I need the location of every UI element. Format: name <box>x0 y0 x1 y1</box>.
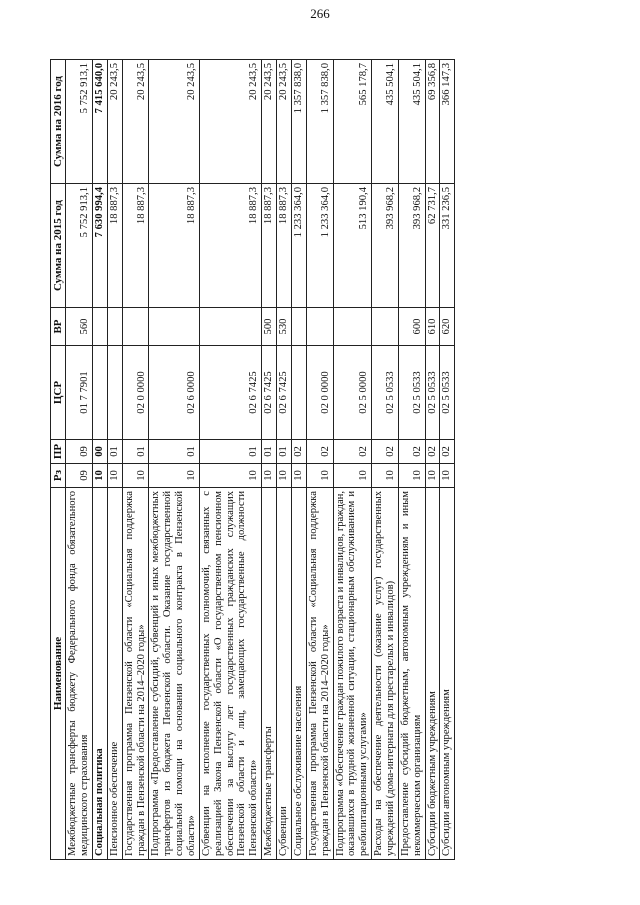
cell-vr: 620 <box>440 308 455 346</box>
cell-pr: 00 <box>93 440 108 464</box>
cell-sum-2015: 1 233 364,0 <box>291 184 306 308</box>
table-row <box>107 60 122 860</box>
cell-sum-2015: 331 236,5 <box>440 184 455 308</box>
cell-vr <box>333 308 372 346</box>
cell-sum-2016: 20 243,5 <box>107 60 122 184</box>
cell-csr <box>93 346 108 440</box>
table-row <box>66 60 93 860</box>
cell-rz: 10 <box>262 464 277 488</box>
cell-sum-2015: 513 190,4 <box>333 184 372 308</box>
cell-rz: 10 <box>93 464 108 488</box>
table-row <box>199 60 261 860</box>
cell-pr: 01 <box>122 440 149 464</box>
cell-pr: 01 <box>107 440 122 464</box>
cell-name: Социальная политика <box>93 488 108 860</box>
cell-rz: 10 <box>291 464 306 488</box>
cell-csr: 02 6 7425 <box>262 346 277 440</box>
cell-vr <box>306 308 333 346</box>
cell-rz: 10 <box>149 464 199 488</box>
cell-sum-2016: 435 504,1 <box>398 60 425 184</box>
table-row <box>122 60 149 860</box>
cell-csr: 02 5 0533 <box>372 346 399 440</box>
page-number: 266 <box>310 6 330 21</box>
cell-name: Социальное обслуживание населения <box>291 488 306 860</box>
header-rz: Рз <box>51 464 66 488</box>
cell-csr: 02 6 7425 <box>199 346 261 440</box>
cell-name: Расходы на обеспечение деятельности (оказание услуг) государственных учреждений (дома-интернаты для престарелых и инвалидов) <box>372 488 399 860</box>
table-row <box>372 60 399 860</box>
cell-pr: 01 <box>199 440 261 464</box>
cell-rz: 10 <box>398 464 425 488</box>
cell-sum-2015: 62 731,7 <box>425 184 440 308</box>
cell-sum-2015: 393 968,2 <box>398 184 425 308</box>
cell-pr: 02 <box>333 440 372 464</box>
cell-csr: 02 6 0000 <box>149 346 199 440</box>
cell-vr <box>93 308 108 346</box>
cell-pr: 01 <box>262 440 277 464</box>
cell-pr: 09 <box>66 440 93 464</box>
cell-csr <box>107 346 122 440</box>
header-sum-2016: Сумма на 2016 год <box>51 60 66 184</box>
cell-rz: 10 <box>425 464 440 488</box>
table-row <box>93 60 108 860</box>
cell-csr: 02 0 0000 <box>306 346 333 440</box>
cell-sum-2016: 7 415 640,0 <box>93 60 108 184</box>
cell-sum-2015: 5 752 913,1 <box>66 184 93 308</box>
cell-csr: 01 7 7901 <box>66 346 93 440</box>
cell-sum-2016: 20 243,5 <box>149 60 199 184</box>
cell-name: Межбюджетные трансферты бюджету Федерального фонда обязательного медицинского страхования <box>66 488 93 860</box>
table-row <box>277 60 292 860</box>
cell-vr: 610 <box>425 308 440 346</box>
header-sum-2015: Сумма на 2015 год <box>51 184 66 308</box>
cell-rz: 10 <box>372 464 399 488</box>
cell-sum-2015: 18 887,3 <box>122 184 149 308</box>
cell-name: Подпрограмма «Обеспечение граждан пожилого возраста и инвалидов, граждан, оказавшихся в трудной жизненной ситуации, стационарным обслуживанием и реабилитационными услугами» <box>333 488 372 860</box>
cell-pr: 01 <box>149 440 199 464</box>
cell-name: Предоставление субсидий бюджетным, автономным учреждениям и иным некоммерческим организациям <box>398 488 425 860</box>
table-row <box>149 60 199 860</box>
cell-sum-2015: 18 887,3 <box>149 184 199 308</box>
cell-pr: 02 <box>440 440 455 464</box>
cell-pr: 01 <box>277 440 292 464</box>
cell-csr: 02 5 0000 <box>333 346 372 440</box>
cell-csr: 02 6 7425 <box>277 346 292 440</box>
cell-vr <box>122 308 149 346</box>
header-name: Наименование <box>51 488 66 860</box>
cell-sum-2016: 69 356,8 <box>425 60 440 184</box>
cell-csr: 02 5 0533 <box>398 346 425 440</box>
cell-rz: 10 <box>107 464 122 488</box>
cell-vr <box>149 308 199 346</box>
cell-vr <box>291 308 306 346</box>
cell-vr: 600 <box>398 308 425 346</box>
cell-pr: 02 <box>398 440 425 464</box>
cell-vr: 530 <box>277 308 292 346</box>
cell-rz: 10 <box>440 464 455 488</box>
cell-rz: 10 <box>333 464 372 488</box>
cell-name: Субвенции <box>277 488 292 860</box>
cell-csr <box>291 346 306 440</box>
cell-sum-2015: 1 233 364,0 <box>306 184 333 308</box>
cell-csr: 02 5 0533 <box>440 346 455 440</box>
cell-sum-2016: 20 243,5 <box>277 60 292 184</box>
header-vr: ВР <box>51 308 66 346</box>
table-row <box>306 60 333 860</box>
cell-rz: 10 <box>199 464 261 488</box>
cell-sum-2016: 435 504,1 <box>372 60 399 184</box>
cell-rz: 10 <box>306 464 333 488</box>
cell-pr: 02 <box>425 440 440 464</box>
cell-sum-2016: 565 178,7 <box>333 60 372 184</box>
cell-vr: 500 <box>262 308 277 346</box>
cell-sum-2015: 18 887,3 <box>277 184 292 308</box>
header-pr: ПР <box>51 440 66 464</box>
cell-rz: 09 <box>66 464 93 488</box>
cell-name: Субсидии бюджетным учреждениям <box>425 488 440 860</box>
cell-sum-2015: 18 887,3 <box>199 184 261 308</box>
cell-sum-2016: 20 243,5 <box>262 60 277 184</box>
table-row <box>398 60 425 860</box>
cell-sum-2015: 7 630 994,4 <box>93 184 108 308</box>
cell-sum-2016: 5 752 913,1 <box>66 60 93 184</box>
table-row <box>440 60 455 860</box>
cell-sum-2016: 20 243,5 <box>199 60 261 184</box>
cell-sum-2015: 393 968,2 <box>372 184 399 308</box>
table-body <box>66 60 455 860</box>
table-header-row <box>51 60 66 860</box>
cell-vr <box>199 308 261 346</box>
cell-sum-2016: 1 357 838,0 <box>291 60 306 184</box>
cell-name: Субсидии автономным учреждениям <box>440 488 455 860</box>
table-row <box>291 60 306 860</box>
budget-table <box>50 59 455 860</box>
cell-vr <box>372 308 399 346</box>
rotated-table-container <box>50 60 590 860</box>
cell-name: Межбюджетные трансферты <box>262 488 277 860</box>
cell-name: Подпрограмма «Предоставление субсидий, субвенций и иных межбюджетных трансфертов из бюджета Пензенской области. Оказание государственной социальной помощи на основании социального контракта в Пензенской области» <box>149 488 199 860</box>
table-row <box>425 60 440 860</box>
cell-name: Пенсионное обеспечение <box>107 488 122 860</box>
table-row <box>333 60 372 860</box>
cell-sum-2016: 20 243,5 <box>122 60 149 184</box>
cell-sum-2015: 18 887,3 <box>262 184 277 308</box>
cell-name: Государственная программа Пензенской области «Социальная поддержка граждан в Пензенской области на 2014–2020 годы» <box>306 488 333 860</box>
cell-sum-2016: 366 147,3 <box>440 60 455 184</box>
cell-pr: 02 <box>291 440 306 464</box>
cell-csr: 02 0 0000 <box>122 346 149 440</box>
cell-vr: 560 <box>66 308 93 346</box>
table-row <box>262 60 277 860</box>
cell-rz: 10 <box>122 464 149 488</box>
cell-csr: 02 5 0533 <box>425 346 440 440</box>
cell-pr: 02 <box>306 440 333 464</box>
cell-vr <box>107 308 122 346</box>
cell-pr: 02 <box>372 440 399 464</box>
cell-sum-2015: 18 887,3 <box>107 184 122 308</box>
cell-name: Субвенции на исполнение государственных полномочий, связанных с реализацией Закона Пензенской области «О государственном пенсионном обеспечении за выслугу лет государственных гражданских служащих Пензенской области и лиц, замещающих государственные должности Пензенской области» <box>199 488 261 860</box>
header-csr: ЦСР <box>51 346 66 440</box>
cell-rz: 10 <box>277 464 292 488</box>
cell-name: Государственная программа Пензенской области «Социальная поддержка граждан в Пензенской области на 2014–2020 годы» <box>122 488 149 860</box>
cell-sum-2016: 1 357 838,0 <box>306 60 333 184</box>
